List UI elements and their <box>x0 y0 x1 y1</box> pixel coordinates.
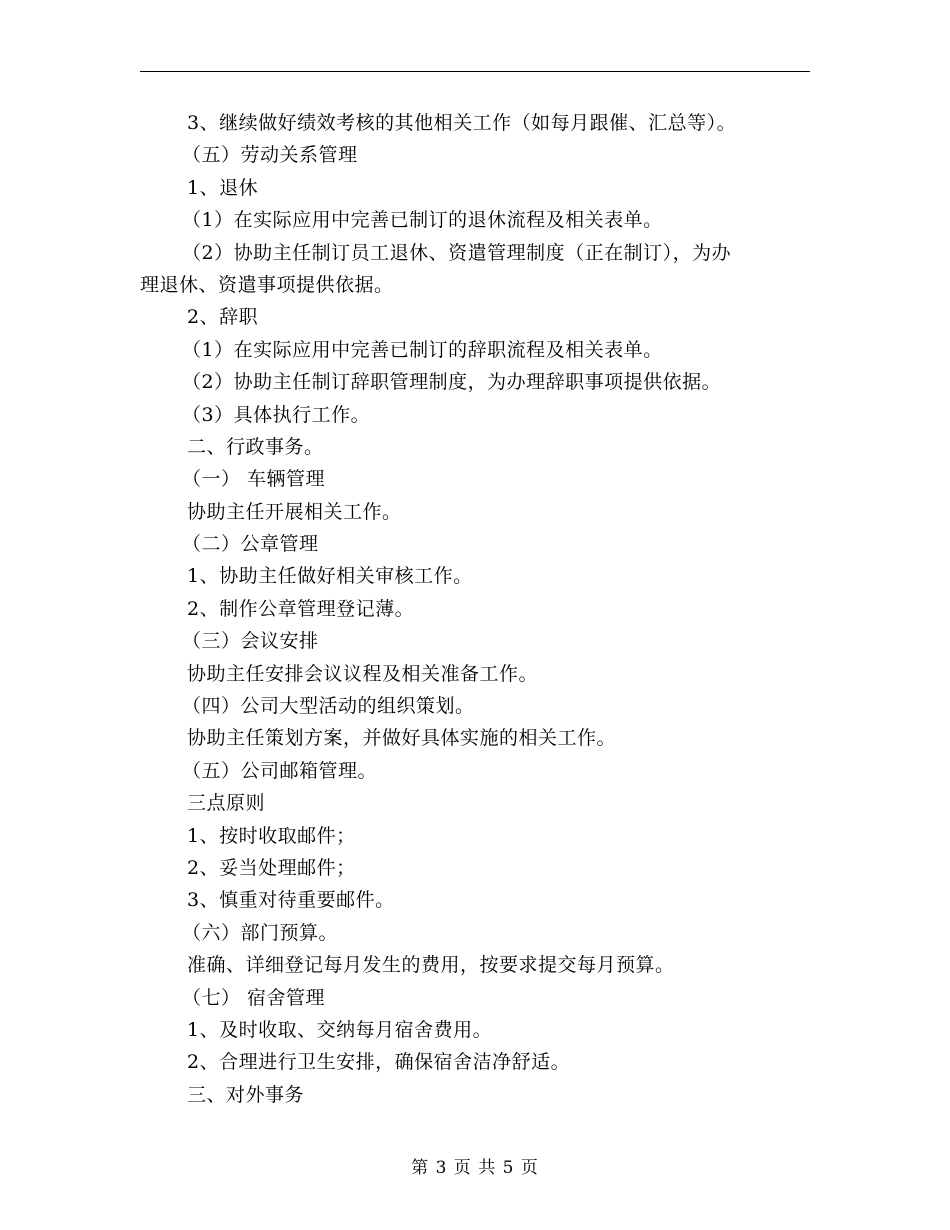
text-line: （一） 车辆管理 <box>182 468 326 491</box>
header-rule <box>140 71 810 72</box>
text-line: （五）公司邮箱管理。 <box>182 759 378 782</box>
text-line: 协助主任策划方案，并做好具体实施的相关工作。 <box>187 727 617 750</box>
text-line: （3）具体执行工作。 <box>182 403 371 426</box>
text-line: （四）公司大型活动的组织策划。 <box>182 695 475 718</box>
text-line: 2、制作公章管理登记薄。 <box>187 597 415 620</box>
text-line: 1、协助主任做好相关审核工作。 <box>187 565 473 588</box>
text-line: （1）在实际应用中完善已制订的退休流程及相关表单。 <box>182 209 663 232</box>
text-line: 1、及时收取、交纳每月宿舍费用。 <box>187 1018 493 1041</box>
text-line: （七） 宿舍管理 <box>182 986 326 1009</box>
text-line: 准确、详细登记每月发生的费用，按要求提交每月预算。 <box>187 954 675 977</box>
text-line: 2、妥当处理邮件； <box>187 856 356 879</box>
text-line: 三、对外事务 <box>187 1083 305 1106</box>
text-line: 协助主任开展相关工作。 <box>187 500 402 523</box>
text-line: （1）在实际应用中完善已制订的辞职流程及相关表单。 <box>182 338 663 361</box>
text-line: 3、慎重对待重要邮件。 <box>187 889 395 912</box>
text-line: （2）协助主任制订员工退休、资遣管理制度（正在制订），为办 <box>182 241 732 264</box>
text-line: 2、辞职 <box>187 306 259 329</box>
text-line: 1、按时收取邮件； <box>187 824 356 847</box>
document-body <box>140 107 810 1111</box>
text-line: 理退休、资遣事项提供依据。 <box>140 273 394 296</box>
text-line: （六）部门预算。 <box>182 921 339 944</box>
text-line: （五）劳动关系管理 <box>182 144 358 167</box>
text-line: 2、合理进行卫生安排，确保宿舍洁净舒适。 <box>187 1051 571 1074</box>
page-number: 第 3 页 共 5 页 <box>411 1158 539 1178</box>
text-line: 3、继续做好绩效考核的其他相关工作（如每月跟催、汇总等）。 <box>187 112 737 134</box>
text-line: 1、退休 <box>187 176 259 199</box>
text-line: 协助主任安排会议议程及相关准备工作。 <box>187 662 539 685</box>
text-line: 三点原则 <box>187 792 266 815</box>
text-line: （二）公章管理 <box>182 533 319 556</box>
text-line: （2）协助主任制订辞职管理制度，为办理辞职事项提供依据。 <box>182 371 722 394</box>
text-line: （三）会议安排 <box>182 630 319 653</box>
text-line: 二、行政事务。 <box>187 435 324 458</box>
